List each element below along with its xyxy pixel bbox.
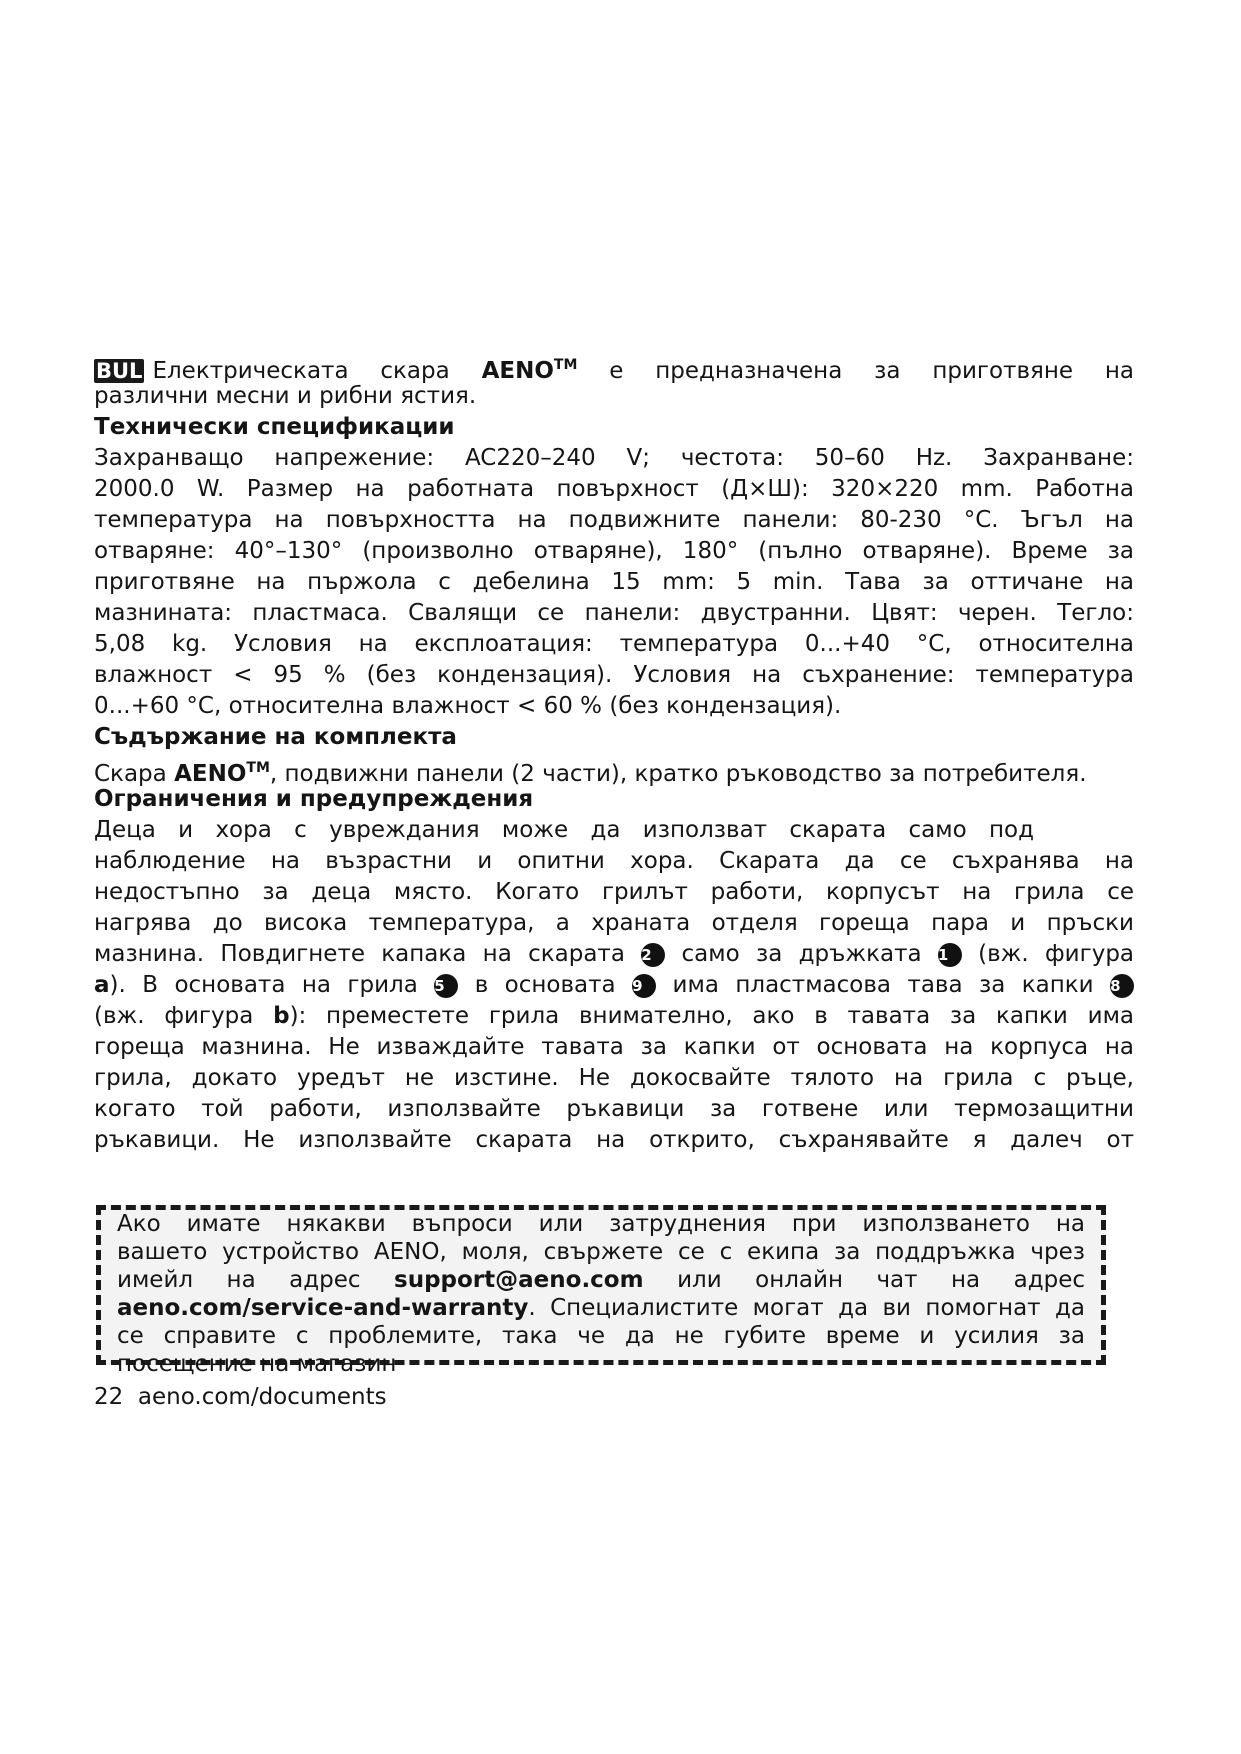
- warnings-text: ): преместете грила внимателно, ако в тавата за капки има: [289, 1003, 1135, 1029]
- warnings-line: грила, докато уредът не изстине. Не докосвайте тялото на грила с ръце,: [94, 1065, 1134, 1091]
- service-warranty-link[interactable]: aeno.com/service-and-warranty: [117, 1295, 529, 1321]
- specs-line: мазнината: пластмаса. Свалящи се панели: двустранни. Цвят: черен. Тегло:: [94, 600, 1134, 626]
- notice-text: имейл на адрес: [117, 1267, 361, 1293]
- warnings-line: ръкавици. Не използвайте скарата на открито, съхранявайте я далеч от: [94, 1127, 1134, 1153]
- figure-ref: b: [273, 1003, 290, 1029]
- callout-number-icon: 2: [641, 943, 665, 967]
- warnings-heading: Ограничения и предупреждения: [94, 786, 534, 812]
- warnings-text: има пластмасова тава за капки: [672, 972, 1094, 998]
- warnings-line: Деца и хора с увреждания може да използват скарата само под: [94, 817, 1034, 843]
- warnings-text: [273, 1003, 1134, 1029]
- warnings-line: нагрява до висока температура, а храната отделя гореща пара и пръски: [94, 910, 1134, 936]
- callout-number-icon: 1: [938, 943, 962, 967]
- warnings-text: (вж. фигура: [94, 1003, 254, 1029]
- specs-line: влажност < 95 % (без кондензация). Условия на съхранение: температура: [94, 662, 1134, 688]
- specs-line: приготвяне на пържола с дебелина 15 mm: 5 min. Тава за оттичане на: [94, 569, 1134, 595]
- notice-line: посещение на магазин: [117, 1351, 397, 1377]
- intro-line-1: [94, 350, 1135, 384]
- manual-section: [94, 350, 1134, 1156]
- figure-ref: a: [94, 972, 110, 998]
- warnings-line: [94, 1001, 1134, 1032]
- specs-line: 0...+60 °C, относителна влажност < 60 % (без кондензация).: [94, 693, 842, 719]
- warnings-line: недостъпно за деца място. Когато грилът работи, корпусът на грила се: [94, 879, 1134, 905]
- support-email-link[interactable]: support@aeno.com: [394, 1267, 644, 1293]
- page-number: 22: [94, 1384, 124, 1410]
- warnings-text: в основата: [474, 972, 616, 998]
- notice-line: вашето устройство AENO, моля, свържете се с екипа за поддръжка чрез: [117, 1239, 1085, 1265]
- kit-line: [94, 753, 1134, 787]
- brand-text: AENO: [174, 761, 247, 787]
- specs-heading: Технически спецификации: [94, 414, 455, 440]
- warnings-line: наблюдение на възрастни и опитни хора. Скарата да се съхранява на: [94, 848, 1134, 874]
- notice-line: се справите с проблемите, така че да не губите време и усилия за: [117, 1323, 1085, 1349]
- notice-line: Ако имате някакви въпроси или затруднения при използването на: [117, 1211, 1085, 1237]
- warnings-text: [94, 972, 418, 998]
- warnings-text: ). В основата на грила: [109, 972, 418, 998]
- notice-line: [117, 1266, 1085, 1294]
- callout-number-icon: 9: [632, 974, 656, 998]
- kit-heading: Съдържание на комплекта: [94, 724, 457, 750]
- trademark-mark: TM: [246, 760, 270, 776]
- specs-line: Захранващо напрежение: AC220–240 V; честота: 50–60 Hz. Захранване:: [94, 445, 1134, 471]
- specs-line: отваряне: 40°–130° (произволно отваряне), 180° (пълно отваряне). Време за: [94, 538, 1134, 564]
- callout-number-icon: 5: [434, 974, 458, 998]
- specs-line: температура на повърхността на подвижните панели: 80-230 °C. Ъгъл на: [94, 507, 1134, 533]
- notice-line: [117, 1294, 1085, 1322]
- warnings-text: мазнина. Повдигнете капака на скарата: [94, 941, 625, 967]
- callout-number-icon: 8: [1110, 974, 1134, 998]
- support-notice-box: [96, 1205, 1106, 1377]
- notice-text: или онлайн чат на адрес: [677, 1267, 1085, 1293]
- warnings-text: (вж. фигура: [978, 941, 1135, 967]
- warnings-line: когато той работи, използвайте ръкавици за готвене или термозащитни: [94, 1096, 1134, 1122]
- specs-line: 2000.0 W. Размер на работната повърхност (Д×Ш): 320×220 mm. Работна: [94, 476, 1134, 502]
- page-footer: [94, 1382, 387, 1413]
- warnings-text: само за дръжката: [681, 941, 922, 967]
- warnings-line: [94, 970, 1134, 1001]
- brand-name: [482, 358, 578, 384]
- kit-text: , подвижни панели (2 части), кратко ръководство за потребителя.: [269, 761, 1087, 787]
- intro-line-2: различни месни и рибни ястия.: [94, 383, 477, 409]
- intro-text: Електрическата скара: [152, 358, 450, 384]
- intro-text: е предназначена за приготвяне на: [609, 358, 1135, 384]
- brand-text: AENO: [481, 358, 554, 384]
- warnings-line: гореща мазнина. Не изваждайте тавата за капки от основата на корпуса на: [94, 1034, 1134, 1060]
- notice-text: . Специалистите могат да ви помогнат да: [528, 1295, 1085, 1321]
- specs-line: 5,08 kg. Условия на експлоатация: температура 0...+40 °C, относителна: [94, 631, 1134, 657]
- language-badge: BUL: [96, 359, 143, 383]
- warnings-line: [94, 939, 1134, 970]
- trademark-mark: TM: [553, 357, 578, 373]
- kit-text: Скара: [94, 761, 167, 787]
- documents-link[interactable]: aeno.com/documents: [137, 1384, 387, 1410]
